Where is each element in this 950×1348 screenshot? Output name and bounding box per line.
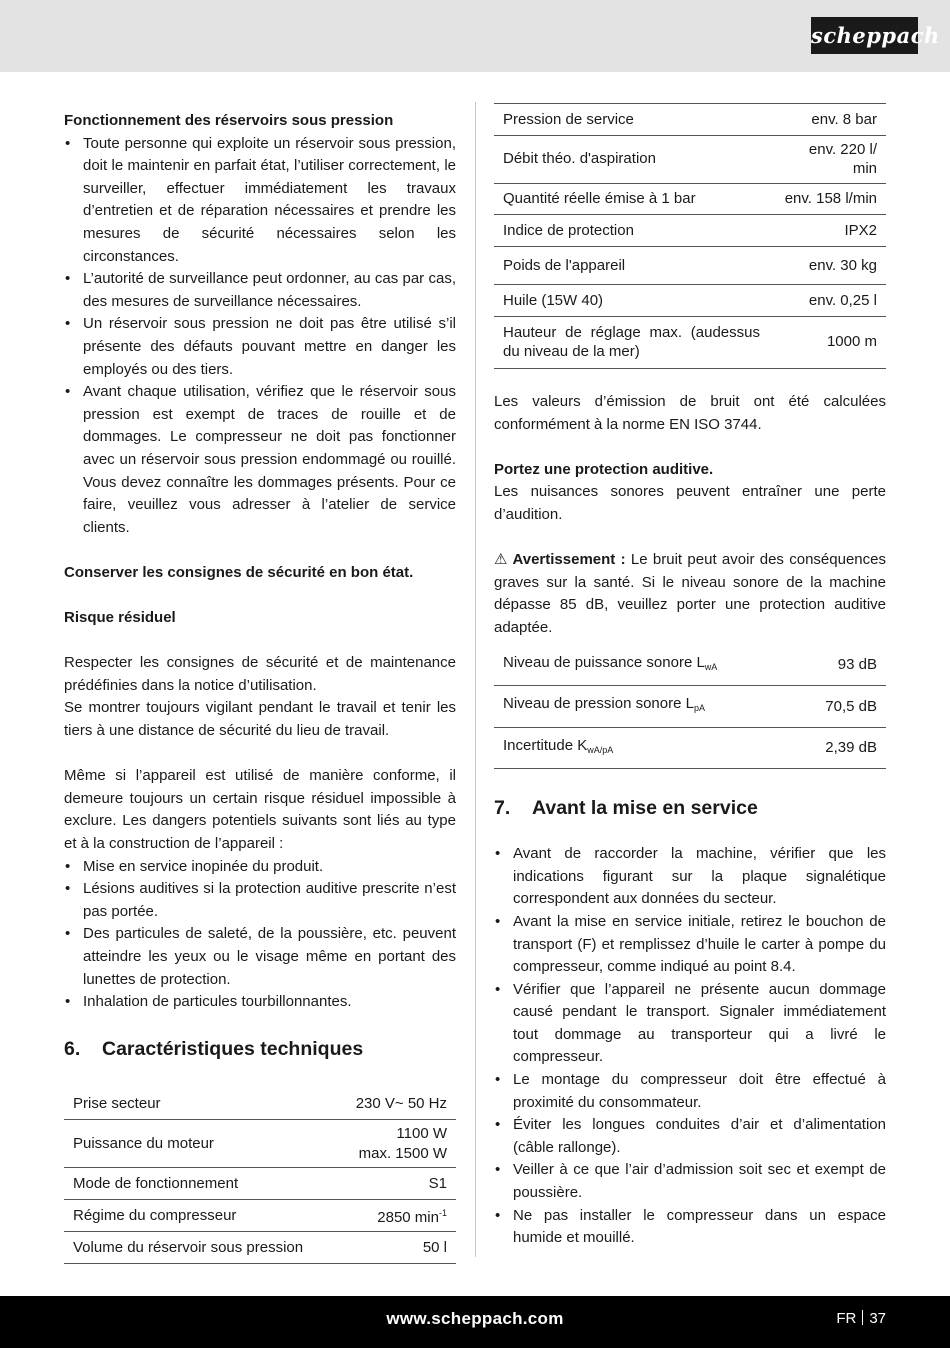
spec-value-line: max. 1500 W [358, 1144, 447, 1162]
spec-label: Mode de fonctionnement [64, 1168, 336, 1200]
spec-value: env. 0,25 l [769, 285, 886, 317]
section-7-heading [494, 795, 886, 821]
table-row [494, 645, 886, 686]
list-item: • Avant de raccorder la machine, vérifier que les indications figurant sur la plaque signalétique correspondent aux données du secteur. [494, 843, 886, 911]
list-item: • Le montage du compresseur doit être effectué à proximité du consommateur. [494, 1069, 886, 1114]
pressure-list [64, 133, 456, 540]
spec-label: Huile (15W 40) [494, 285, 769, 317]
table-row [494, 727, 886, 769]
list-item: • L’autorité de surveillance peut ordonner, au cas par cas, des mesures de surveillance nécessaires. [64, 268, 456, 313]
table-row [494, 686, 886, 728]
sound-label-text: Niveau de puissance sonore L [503, 653, 705, 671]
spec-value [769, 135, 886, 183]
sound-value: 93 dB [796, 645, 887, 686]
keep-instructions: Conserver les consignes de sécurité en bon état. [64, 563, 414, 581]
table-row [494, 215, 886, 247]
section-title: Caractéristiques techniques [102, 1037, 364, 1060]
sound-value: 2,39 dB [796, 727, 887, 769]
sound-label [494, 686, 796, 728]
sound-table [494, 645, 886, 770]
spec-value: env. 158 l/min [769, 183, 886, 215]
spec-value: env. 8 bar [769, 104, 886, 136]
spec-label: Hauteur de réglage max. (audessus du niveau de la mer) [494, 316, 769, 368]
list-item: • Des particules de saleté, de la poussière, etc. peuvent atteindre les yeux ou le visage même en portant des lunettes de protection. [64, 923, 456, 991]
table-row [494, 246, 886, 285]
spec-label: Puissance du moteur [64, 1120, 336, 1168]
list-item: • Ne pas installer le compresseur dans un espace humide et mouillé. [494, 1205, 886, 1250]
list-item: • Veiller à ce que l’air d’admission soit sec et exempt de poussière. [494, 1159, 886, 1204]
table-row [494, 135, 886, 183]
list-item: • Avant la mise en service initiale, retirez le bouchon de transport (F) et remplissez d’huile le carter à pompe du compresseur, comme indiqué au point 8.4. [494, 911, 886, 979]
sound-label [494, 727, 796, 769]
spec-value: env. 30 kg [769, 246, 886, 285]
warning-text: Le bruit peut avoir des conséquences graves sur la santé. Si le niveau sonore de la machine dépasse 85 dB, veuillez porter une protection auditive adaptée. [494, 551, 886, 637]
table-row [494, 183, 886, 215]
spec-value: 1000 m [769, 316, 886, 368]
list-item: • Un réservoir sous pression ne doit pas être utilisé s’il présente des défauts pouvant mettre en danger les employés ou des tiers. [64, 313, 456, 381]
section-number: 7. [494, 797, 511, 820]
residual-paragraph-1: Respecter les consignes de sécurité et de maintenance prédéfinies dans la notice d’utilisation. [64, 654, 456, 694]
table-row [64, 1088, 456, 1120]
page-footer [0, 1296, 950, 1348]
section-6-heading [64, 1036, 456, 1062]
section-number: 6. [64, 1037, 81, 1060]
section-title: Avant la mise en service [532, 797, 758, 820]
residual-list [64, 856, 456, 1014]
list-item: • Toute personne qui exploite un réservoir sous pression, doit le maintenir en parfait état, l’utiliser correctement, le surveiller, effectuer immédiatement les travaux d’entretien et de réparation nécessaires et prendre les mesures de sécurité nécessaires selon les circonstances. [64, 133, 456, 269]
list-item: • Avant chaque utilisation, vérifiez que le réservoir sous pression est exempt de traces de rouille et de dommages. Le compresseur ne doit pas fonctionner avec un réservoir sous pression endommagé ou rouillé. Vous devez connaître les dommages présents. Pour ce faire, veuillez vous adresser à l’atelier de service clients. [64, 381, 456, 539]
spec-value-text: 2850 min [377, 1208, 439, 1226]
page-indicator [836, 1310, 886, 1327]
sound-label-subscript: wA [704, 661, 718, 672]
spec-value: 230 V~ 50 Hz [336, 1088, 456, 1120]
sound-label-subscript: wA/pA [587, 744, 614, 755]
spec-value: 50 l [336, 1232, 456, 1264]
residual-paragraph-2: Se montrer toujours vigilant pendant le travail et tenir les tiers à une distance de sécurité du lieu de travail. [64, 699, 456, 740]
noise-paragraph: Les valeurs d’émission de bruit ont été calculées conformément à la norme EN ISO 3744. [494, 393, 886, 433]
spec-label: Quantité réelle émise à 1 bar [494, 183, 769, 215]
left-column [64, 110, 456, 1264]
spec-value: S1 [336, 1168, 456, 1200]
spec-value-exponent: -1 [438, 1207, 447, 1218]
sound-label-subscript: pA [693, 703, 705, 714]
spec-label: Prise secteur [64, 1088, 336, 1120]
table-row [64, 1199, 456, 1232]
residual-title: Risque résiduel [64, 609, 176, 627]
spec-label: Volume du réservoir sous pression [64, 1232, 336, 1264]
website-link[interactable]: www.scheppach.com [386, 1309, 564, 1328]
table-row [494, 104, 886, 136]
warning-triangle-icon: ⚠ [494, 551, 508, 569]
list-item: • Mise en service inopinée du produit. [64, 856, 456, 879]
hearing-title: Portez une protection auditive. [494, 460, 714, 478]
spec-label: Débit théo. d'aspiration [494, 135, 769, 183]
spec-value: IPX2 [769, 215, 886, 247]
sound-label-text: Niveau de pression sonore L [503, 695, 694, 713]
spec-value-line: min [852, 160, 877, 177]
warning-paragraph [494, 549, 886, 639]
table-row [64, 1232, 456, 1264]
section-7-list [494, 843, 886, 1250]
warning-label: Avertissement : [512, 551, 626, 569]
spec-label: Poids de l'appareil [494, 246, 769, 285]
page-number: 37 [869, 1310, 886, 1327]
page-header [0, 0, 950, 72]
right-column [494, 103, 886, 1250]
spec-value [336, 1120, 456, 1168]
table-row [64, 1120, 456, 1168]
residual-paragraph-3: Même si l’appareil est utilisé de manière conforme, il demeure toujours un certain risque résiduel impossible à exclure. Les dangers potentiels suivants sont liés au type et à la construction de l’appareil : [64, 767, 456, 852]
hearing-paragraph: Les nuisances sonores peuvent entraîner une perte d’audition. [494, 483, 886, 524]
table-row [64, 1168, 456, 1200]
sound-label [494, 645, 796, 686]
spec-table-left [64, 1088, 456, 1264]
table-row [494, 285, 886, 317]
spec-value-line: 1100 W [396, 1125, 447, 1143]
list-item: • Lésions auditives si la protection auditive prescrite n’est pas portée. [64, 878, 456, 923]
sound-label-text: Incertitude K [503, 736, 588, 754]
spec-value [336, 1199, 456, 1232]
list-item: • Inhalation de particules tourbillonnantes. [64, 991, 456, 1014]
list-item: • Éviter les longues conduites d’air et d’alimentation (câble rallonge). [494, 1114, 886, 1159]
column-divider [475, 102, 476, 1257]
table-row [494, 316, 886, 368]
language-code: FR [836, 1310, 857, 1327]
spec-value-line: env. 220 l/ [808, 140, 877, 158]
spec-table-right [494, 103, 886, 369]
list-item: • Vérifier que l’appareil ne présente aucun dommage causé pendant le transport. Signaler immédiatement tout dommage au transporteur qui a livré le compresseur. [494, 979, 886, 1069]
pressure-title: Fonctionnement des réservoirs sous pression [64, 112, 394, 129]
spec-label: Pression de service [494, 104, 769, 136]
brand-logo: scheppach [811, 17, 918, 54]
spec-label: Régime du compresseur [64, 1199, 336, 1232]
spec-label: Indice de protection [494, 215, 769, 247]
sound-value: 70,5 dB [796, 686, 887, 728]
separator [862, 1310, 863, 1325]
